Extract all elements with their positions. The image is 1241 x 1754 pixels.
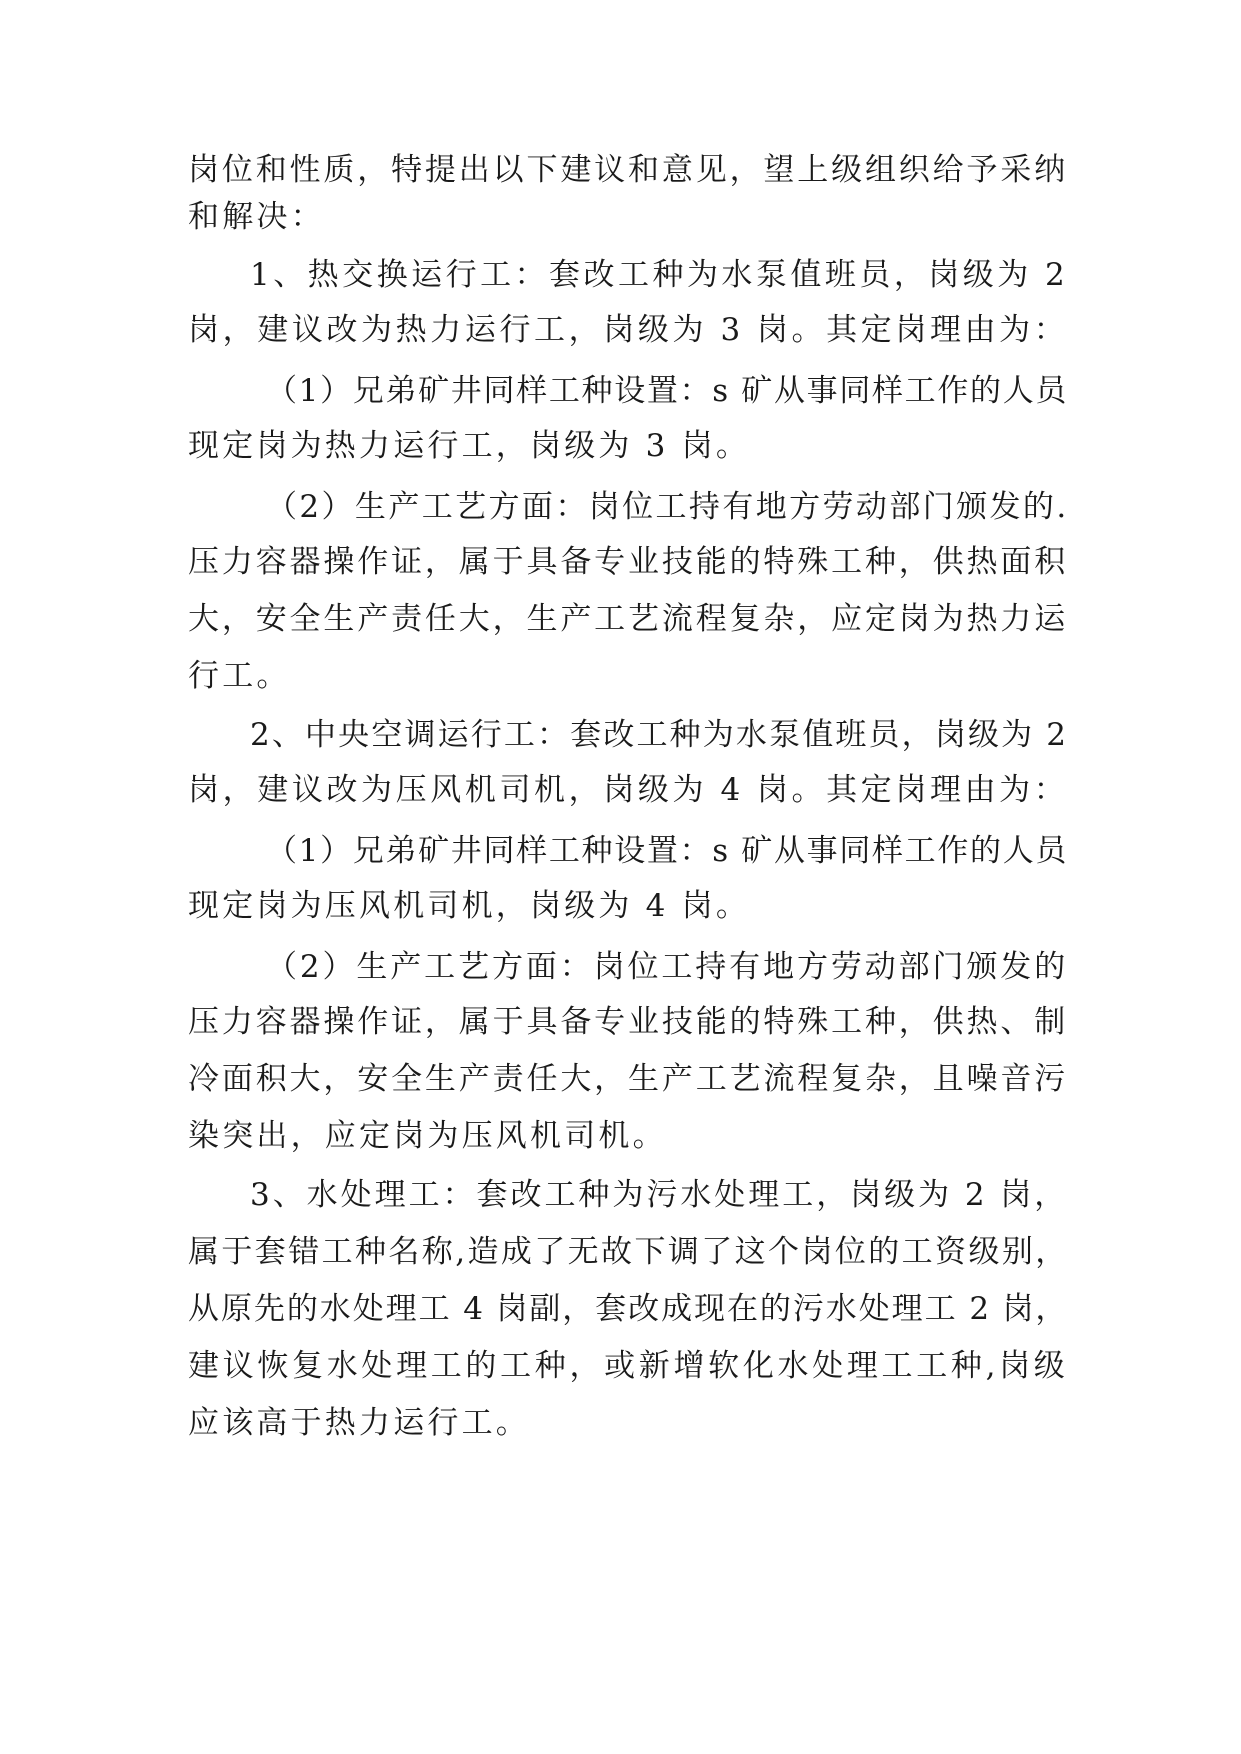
text-line: 应该高于热力运行工。 <box>188 1405 530 1441</box>
text-line: 冷面积大，安全生产责任大，生产工艺流程复杂，且噪音污 <box>188 1061 1068 1097</box>
text-line: 行工。 <box>188 658 291 694</box>
text-line: 染突出，应定岗为压风机司机。 <box>188 1118 667 1154</box>
text-line: （2）生产工艺方面：岗位工持有地方劳动部门颁发的. <box>266 489 1069 525</box>
text-line: 现定岗为压风机司机，岗级为 4 岗。 <box>188 888 751 924</box>
text-line: 大，安全生产责任大，生产工艺流程复杂，应定岗为热力运 <box>188 601 1068 637</box>
text-line: 3、水处理工：套改工种为污水处理工，岗级为 2 岗， <box>250 1177 1068 1213</box>
text-line: 和解决： <box>188 199 325 235</box>
text-line: 岗，建议改为压风机司机，岗级为 4 岗。其定岗理由为： <box>188 772 1068 808</box>
text-line: 岗位和性质，特提出以下建议和意见，望上级组织给予采纳 <box>188 152 1068 188</box>
text-line: 2、中央空调运行工：套改工种为水泵值班员，岗级为 2 <box>250 717 1068 753</box>
text-line: （1）兄弟矿井同样工种设置：s 矿从事同样工作的人员 <box>266 833 1068 869</box>
text-line: 岗，建议改为热力运行工，岗级为 3 岗。其定岗理由为： <box>188 312 1068 348</box>
text-line: 属于套错工种名称,造成了无故下调了这个岗位的工资级别， <box>188 1234 1069 1270</box>
text-line: 建议恢复水处理工的工种，或新增软化水处理工工种,岗级 <box>188 1348 1068 1384</box>
text-line: （1）兄弟矿井同样工种设置：s 矿从事同样工作的人员 <box>266 373 1068 409</box>
text-line: 压力容器操作证，属于具备专业技能的特殊工种，供热、制 <box>188 1004 1068 1040</box>
text-line: 压力容器操作证，属于具备专业技能的特殊工种，供热面积 <box>188 544 1068 580</box>
text-line: 1、热交换运行工：套改工种为水泵值班员，岗级为 2 <box>250 257 1068 293</box>
text-line: 从原先的水处理工 4 岗副，套改成现在的污水处理工 2 岗， <box>188 1291 1068 1327</box>
text-line: （2）生产工艺方面：岗位工持有地方劳动部门颁发的 <box>266 949 1068 985</box>
text-line: 现定岗为热力运行工，岗级为 3 岗。 <box>188 428 751 464</box>
